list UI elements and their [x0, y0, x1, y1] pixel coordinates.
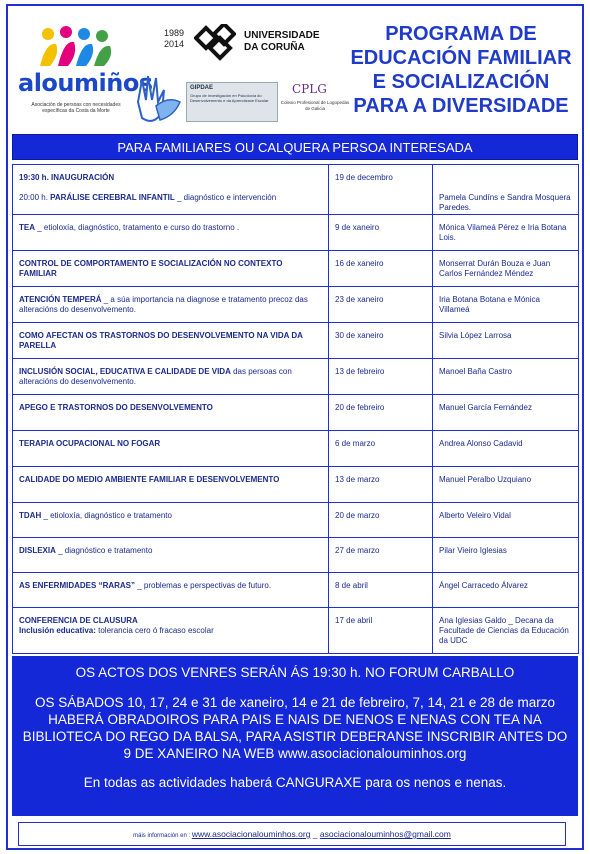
schedule-row — [13, 287, 579, 323]
schedule-row — [13, 323, 579, 359]
website-link[interactable]: www.asociacionalouminhos.org — [191, 829, 311, 839]
footer-venue: OS ACTOS DOS VENRES SERÁN ÁS 19:30 h. NO FORUM CARBALLO — [75, 665, 515, 680]
schedule-row — [13, 251, 579, 287]
session-date: 9 de xaneiro — [329, 215, 433, 251]
email-link[interactable]: asociacionalouminhos@gmail.com — [319, 829, 451, 839]
session-date: 20 de marzo — [329, 503, 433, 538]
info-label: máis información en : — [133, 833, 192, 839]
session-topic: APEGO E TRASTORNOS DO DESENVOLVEMENTO — [13, 395, 329, 431]
schedule-row — [13, 359, 579, 395]
session-topic: DISLEXIA _ diagnóstico e tratamento — [13, 538, 329, 573]
info-separator: _ — [310, 829, 320, 839]
udc-mark-icon — [194, 24, 236, 62]
session-topic: TDAH _ etioloxía, diagnóstico e tratamento — [13, 503, 329, 538]
session-speaker: Monserrat Durán Bouza e Juan Carlos Fernández Méndez — [433, 251, 579, 287]
session-date: 13 de febreiro — [329, 359, 433, 395]
gipdae-subtitle: Grupo de Investigación en Psicoloxía do Desenvolvemento e da Aprendizaxe Escolar — [190, 93, 269, 103]
udc-years: 1989 2014 — [164, 28, 185, 49]
session-speaker: Pamela Cundíns e Sandra Mosquera Paredes. — [433, 165, 579, 215]
session-speaker: Andrea Alonso Cadavid — [433, 431, 579, 467]
schedule-row — [13, 215, 579, 251]
footer-notice — [12, 656, 578, 816]
session-date: 17 de abril — [329, 608, 433, 654]
session-date: 30 de xaneiro — [329, 323, 433, 359]
schedule-row — [13, 395, 579, 431]
session-topic: TERAPIA OCUPACIONAL NO FOGAR — [13, 431, 329, 467]
session-date: 13 de marzo — [329, 467, 433, 503]
session-speaker: Manuel García Fernández — [433, 395, 579, 431]
session-topic: AS ENFERMIDADES “RARAS” _ problemas e perspectivas de futuro. — [13, 573, 329, 608]
contact-info — [18, 822, 566, 846]
program-title: PROGRAMA DE EDUCACIÓN FAMILIAR E SOCIALIZACIÓN PARA A DIVERSIDADE — [350, 23, 572, 117]
session-speaker: Silvia López Larrosa — [433, 323, 579, 359]
gipdae-title: GIPDAE — [190, 85, 214, 91]
session-topic: TEA _ etioloxía, diagnóstico, tratamento e curso do trastorno . — [13, 215, 329, 251]
session-speaker: Mónica Vilameá Pérez e Iria Botana Lois. — [433, 215, 579, 251]
session-date: 20 de febreiro — [329, 395, 433, 431]
udc-name: UNIVERSIDADE DA CORUÑA — [244, 30, 320, 53]
footer-childcare: En todas as actividades haberá CANGURAXE para os nenos e nenas. — [83, 775, 507, 790]
session-topic: INCLUSIÓN SOCIAL, EDUCATIVA E CALIDADE DE VIDA das persoas con alteracións do desenvolvemento. — [13, 359, 329, 395]
session-topic: CONFERENCIA DE CLAUSURA Inclusión educativa: tolerancia cero ó fracaso escolar — [13, 608, 329, 654]
session-speaker: Ana Iglesias Galdo _ Decana da Facultade de Ciencias da Educación da UDC — [433, 608, 579, 654]
alouminos-logo — [16, 24, 153, 134]
schedule-row — [13, 538, 579, 573]
audience-banner: PARA FAMILIARES OU CALQUERA PERSOA INTERESADA — [12, 134, 578, 160]
schedule-table — [12, 164, 579, 654]
schedule-row — [13, 165, 579, 215]
session-speaker: Pilar Vieiro Iglesias — [433, 538, 579, 573]
cplg-subtitle: Colexio Profesional de Logopedas de Galicia — [280, 100, 350, 111]
cplg-mark: CPLG — [292, 82, 327, 96]
session-topic: 19:30 h. INAUGURACIÓN 20:00 h. PARÁLISE CEREBRAL INFANTIL _ diagnóstico e intervención — [13, 165, 329, 215]
session-speaker: Iria Botana Botana e Mónica Villameá — [433, 287, 579, 323]
session-date: 19 de decembro — [329, 165, 433, 215]
brand-name: aloumiños — [18, 69, 153, 97]
footer-workshops: OS SÁBADOS 10, 17, 24 e 31 de xaneiro, 14 e 21 de febreiro, 7, 14, 21 e 28 de marzo HABERÁ OBRADOIROS PARA PAIS E NAIS DE NENOS E NENAS CON TEA NA BIBLIOTECA DO REGO DA BALSA, PARA ASISTIR DEBERANSE INSCRIBIR ANTES DO 9 DE XANEIRO NA WEB www.asociacionalouminhos.org — [22, 695, 568, 761]
session-speaker: Manoel Baña Castro — [433, 359, 579, 395]
header — [10, 8, 580, 126]
session-topic: ATENCIÓN TEMPERÁ _ a súa importancia na diagnose e tratamento precoz das alteracións do desenvolvemento. — [13, 287, 329, 323]
session-date: 23 de xaneiro — [329, 287, 433, 323]
brand-subtitle: Asociación de persoas con necesidades específicas da Costa da Morte — [31, 102, 121, 114]
session-speaker: Manuel Peralbo Uzquiano — [433, 467, 579, 503]
session-speaker: Alberto Veleiro Vidal — [433, 503, 579, 538]
session-date: 6 de marzo — [329, 431, 433, 467]
session-date: 8 de abril — [329, 573, 433, 608]
session-date: 27 de marzo — [329, 538, 433, 573]
schedule-row — [13, 608, 579, 654]
schedule-row — [13, 467, 579, 503]
session-topic: CONTROL DE COMPORTAMENTO E SOCIALIZACIÓN NO CONTEXTO FAMILIAR — [13, 251, 329, 287]
people-icon — [36, 26, 116, 68]
session-date: 16 de xaneiro — [329, 251, 433, 287]
gipdae-logo — [186, 82, 278, 122]
session-topic: CALIDADE DO MEDIO AMBIENTE FAMILIAR E DESENVOLVEMENTO — [13, 467, 329, 503]
schedule-row — [13, 503, 579, 538]
schedule-row — [13, 431, 579, 467]
session-speaker: Ángel Carracedo Álvarez — [433, 573, 579, 608]
session-topic: COMO AFECTAN OS TRASTORNOS DO DESENVOLVEMENTO NA VIDA DA PARELLA — [13, 323, 329, 359]
udc-logo — [164, 24, 320, 64]
hands-logo-icon — [134, 72, 184, 127]
schedule-row — [13, 573, 579, 608]
